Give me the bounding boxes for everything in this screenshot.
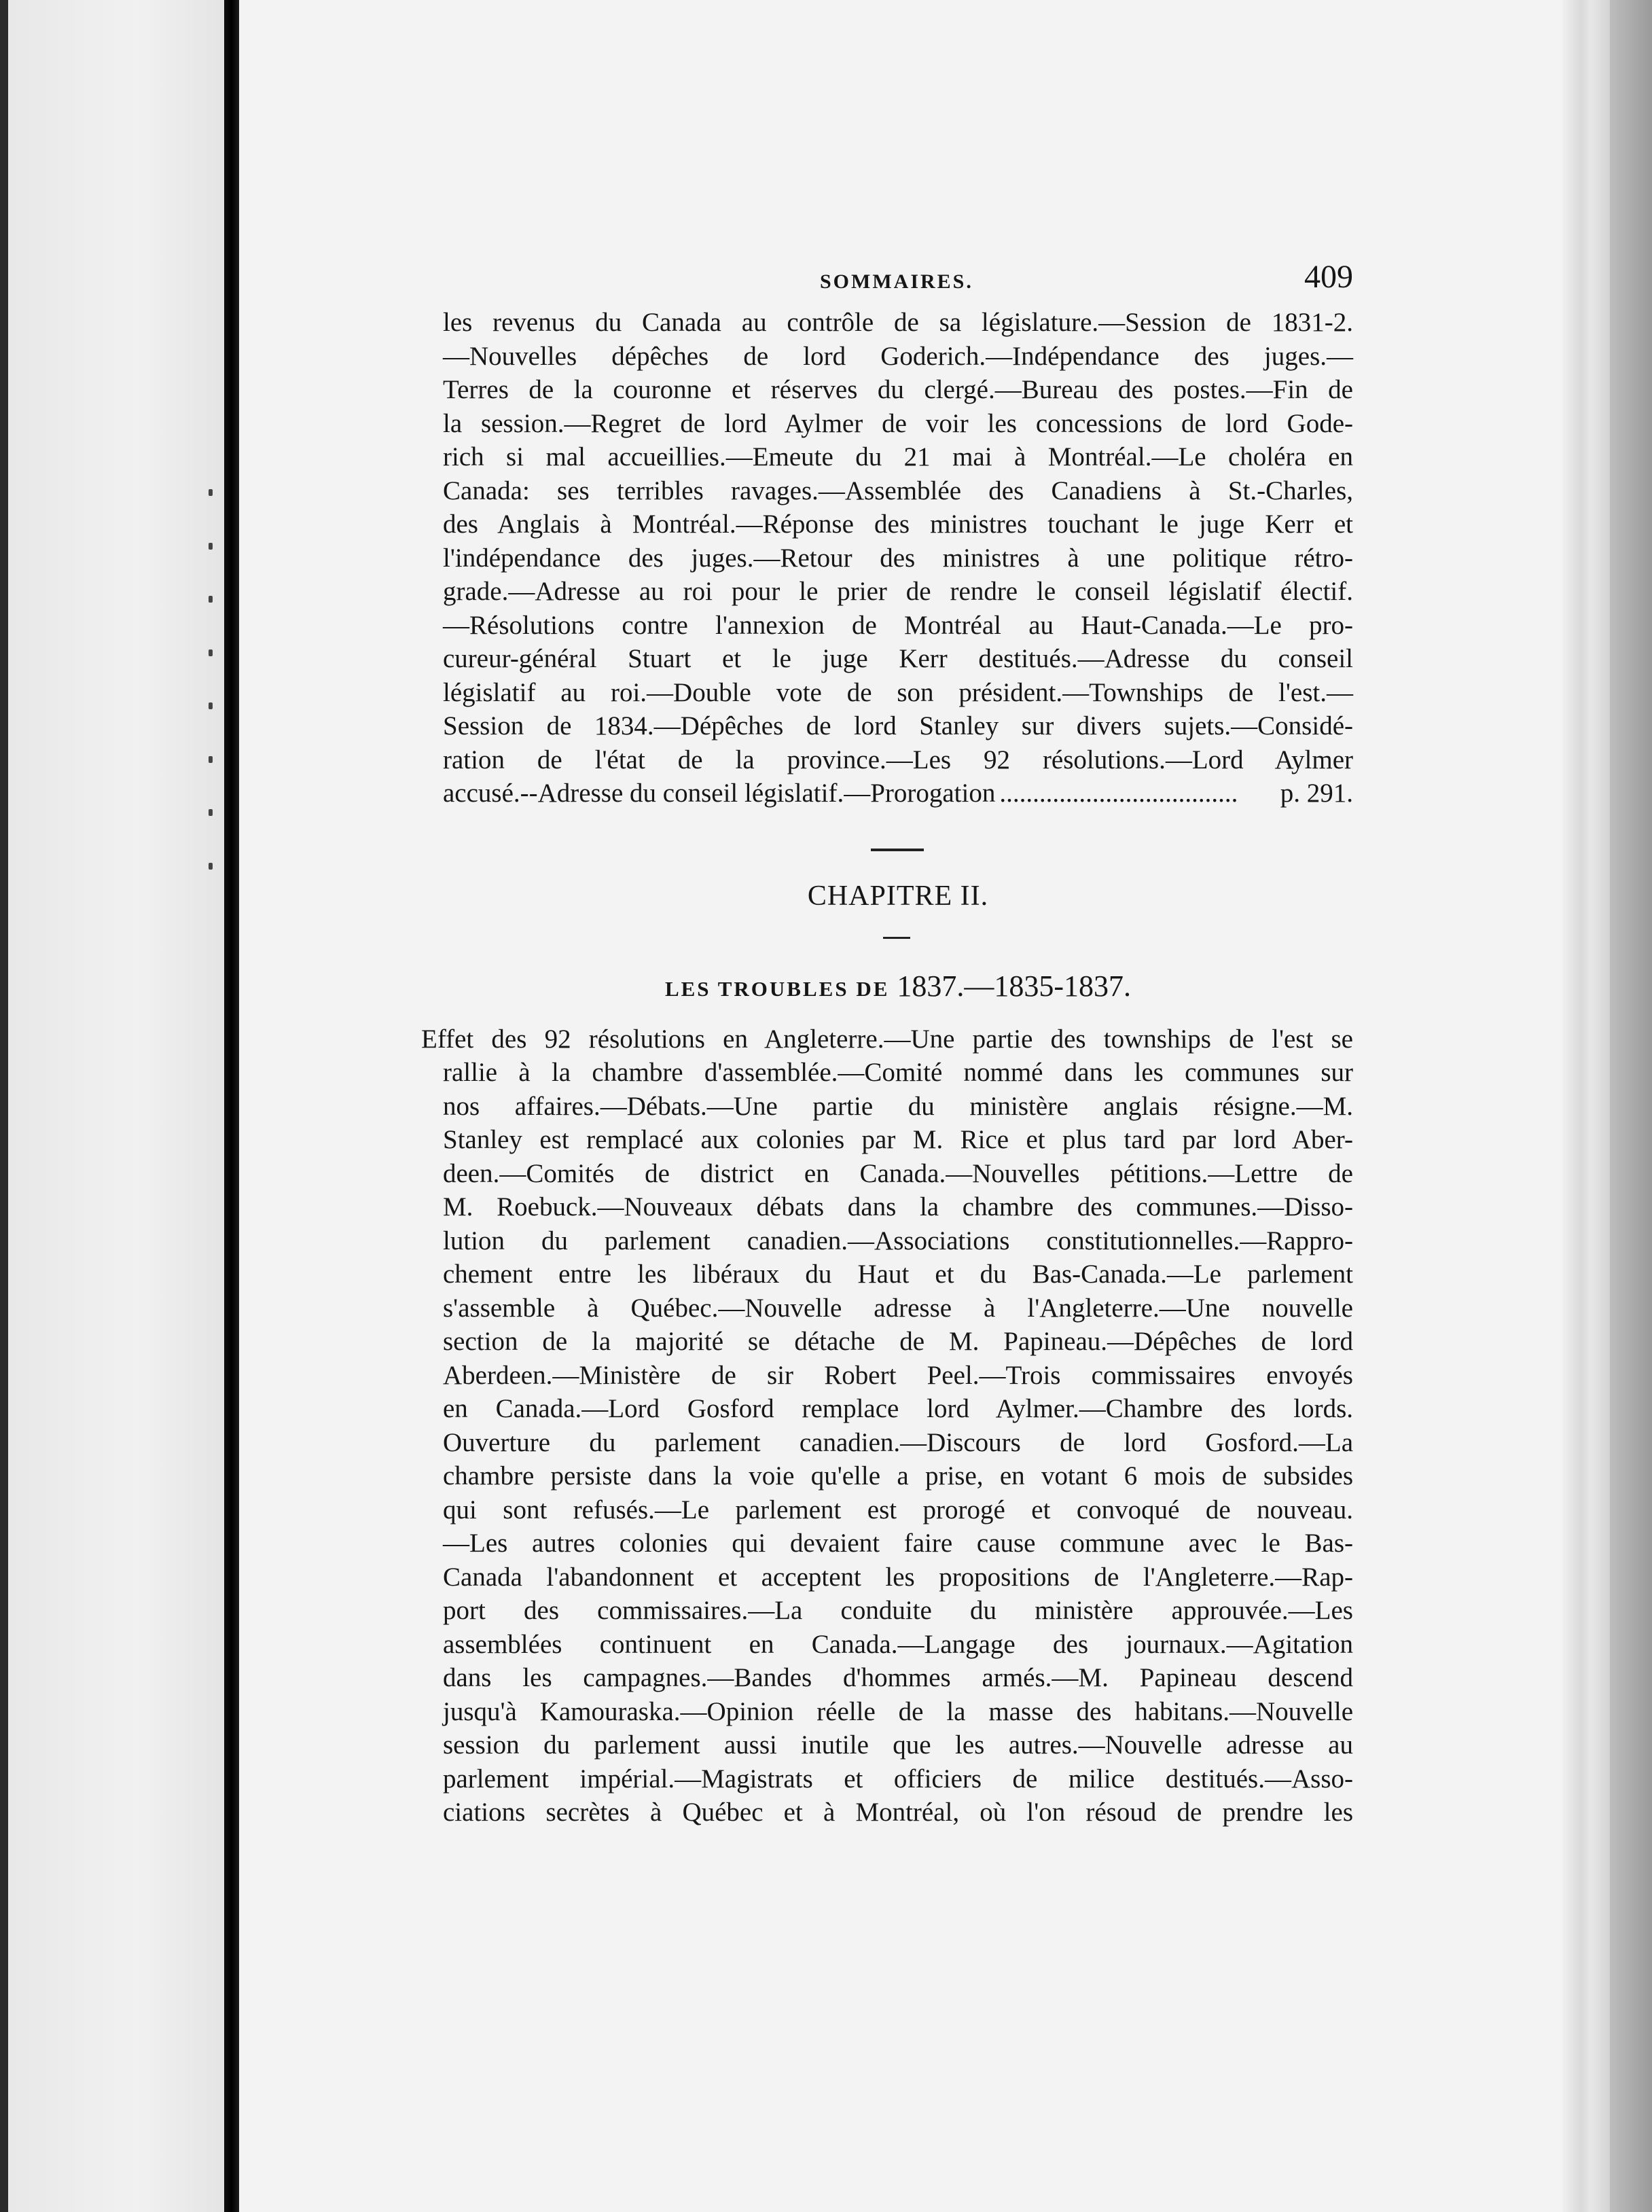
- section-title: [443, 969, 1353, 1003]
- ink-mark: [209, 863, 213, 870]
- chapter-summary-line: chement entre les libéraux du Haut et du Bas-Canada.—Le parlement: [443, 1260, 1353, 1289]
- chapter-summary-line: M. Roebuck.—Nouveaux débats dans la chambre des communes.—Disso-: [443, 1192, 1353, 1221]
- chapter-summary-line: Aberdeen.—Ministère de sir Robert Peel.—Trois commissaires envoyés: [443, 1360, 1353, 1390]
- chapter-summary-line: chambre persiste dans la voie qu'elle a prise, en votant 6 mois de subsides: [443, 1461, 1353, 1491]
- separator-rule-short: [883, 937, 910, 939]
- chapter-summary-line: section de la majorité se détache de M. Papineau.—Dépêches de lord: [443, 1327, 1353, 1356]
- page-text-block: [421, 258, 1353, 1830]
- ink-mark: [209, 756, 213, 763]
- chapter-summary-line: ciations secrètes à Québec et à Montréal, où l'on résoud de prendre les: [443, 1798, 1353, 1827]
- running-title: SOMMAIRES.: [820, 270, 973, 293]
- page-edge-shadow: [1562, 0, 1610, 2212]
- chapter-summary-line: parlement impérial.—Magistrats et officiers de milice destitués.—Asso-: [443, 1764, 1353, 1794]
- ink-mark: [209, 809, 213, 816]
- summary-line: cureur-général Stuart et le juge Kerr destitués.—Adresse du conseil: [443, 644, 1353, 673]
- chapter-summary-line: assemblées continuent en Canada.—Langage des journaux.—Agitation: [443, 1629, 1353, 1659]
- chapter-summary-line: Canada l'abandonnent et acceptent les propositions de l'Angleterre.—Rap-: [443, 1562, 1353, 1592]
- chapter-summary-line: rallie à la chambre d'assemblée.—Comité nommé dans les communes sur: [443, 1058, 1353, 1087]
- leader-dots: ....................................: [999, 779, 1238, 808]
- chapter-summary-line: Stanley est remplacé aux colonies par M. Rice et plus tard par lord Aber-: [443, 1125, 1353, 1154]
- summary-line: —Nouvelles dépêches de lord Goderich.—Indépendance des juges.—: [443, 341, 1353, 371]
- summary-line: des Anglais à Montréal.—Réponse des ministres touchant le juge Kerr et: [443, 510, 1353, 539]
- separator-rule: [871, 849, 924, 851]
- summary-last-line: [443, 777, 1353, 810]
- scan-edge-right: [1610, 0, 1652, 2212]
- section-title-dates: 1837.—1835-1837.: [897, 969, 1132, 1003]
- previous-page-marks: [204, 489, 217, 870]
- ink-mark: [209, 596, 213, 603]
- ink-mark: [209, 649, 213, 656]
- previous-chapter-summary: [443, 306, 1353, 810]
- summary-line: Canada: ses terribles ravages.—Assemblée des Canadiens à St.-Charles,: [443, 476, 1353, 505]
- ink-mark: [209, 702, 213, 709]
- chapter-summary-line: —Les autres colonies qui devaient faire cause commune avec le Bas-: [443, 1529, 1353, 1558]
- summary-line: grade.—Adresse au roi pour le prier de rendre le conseil législatif électif.: [443, 577, 1353, 606]
- scan-edge-left: [0, 0, 8, 2212]
- chapter-summary-line: s'assemble à Québec.—Nouvelle adresse à l'Angleterre.—Une nouvelle: [443, 1293, 1353, 1323]
- page-number: 409: [1304, 259, 1353, 295]
- summary-line: législatif au roi.—Double vote de son président.—Townships de l'est.—: [443, 677, 1353, 707]
- chapter-summary-line: qui sont refusés.—Le parlement est prorogé et convoqué de nouveau.: [443, 1495, 1353, 1524]
- chapter-summary-line: deen.—Comités de district en Canada.—Nouvelles pétitions.—Lettre de: [443, 1158, 1353, 1188]
- summary-last-text: accusé.--Adresse du conseil législatif.—Prorogation: [443, 779, 996, 808]
- summary-line: les revenus du Canada au contrôle de sa législature.—Session de 1831-2.: [443, 308, 1353, 337]
- chapter-summary-line: nos affaires.—Débats.—Une partie du ministère anglais résigne.—M.: [443, 1091, 1353, 1121]
- summary-line: rich si mal accueillies.—Emeute du 21 mai à Montréal.—Le choléra en: [443, 442, 1353, 471]
- chapter-summary-line: port des commissaires.—La conduite du ministère approuvée.—Les: [443, 1596, 1353, 1625]
- summary-line: ration de l'état de la province.—Les 92 résolutions.—Lord Aylmer: [443, 745, 1353, 774]
- chapter-summary-line: dans les campagnes.—Bandes d'hommes armés.—M. Papineau descend: [443, 1663, 1353, 1692]
- book-spine-gutter: [224, 0, 239, 2212]
- chapter-summary-line: lution du parlement canadien.—Associations constitutionnelles.—Rappro-: [443, 1226, 1353, 1255]
- summary-line: Terres de la couronne et réserves du clergé.—Bureau des postes.—Fin de: [443, 375, 1353, 404]
- running-head: [443, 258, 1353, 306]
- summary-line: —Résolutions contre l'annexion de Montréal au Haut-Canada.—Le pro-: [443, 610, 1353, 640]
- summary-line: la session.—Regret de lord Aylmer de voir les concessions de lord Gode-: [443, 408, 1353, 438]
- chapter-summary: [421, 1022, 1353, 1830]
- ink-mark: [209, 489, 213, 496]
- section-title-smallcaps: LES TROUBLES DE: [664, 976, 890, 1001]
- page-reference: p. 291.: [1280, 779, 1353, 808]
- chapter-summary-line: Effet des 92 résolutions en Angleterre.—Une partie des townships de l'est se: [421, 1024, 1353, 1054]
- previous-page-margin: [8, 0, 224, 2212]
- chapter-summary-line: session du parlement aussi inutile que les autres.—Nouvelle adresse au: [443, 1730, 1353, 1760]
- ink-mark: [209, 543, 213, 550]
- chapter-summary-line: jusqu'à Kamouraska.—Opinion réelle de la masse des habitans.—Nouvelle: [443, 1696, 1353, 1726]
- summary-line: l'indépendance des juges.—Retour des ministres à une politique rétro-: [443, 543, 1353, 573]
- chapter-title: CHAPITRE II.: [807, 880, 989, 912]
- chapter-summary-line: en Canada.—Lord Gosford remplace lord Aylmer.—Chambre des lords.: [443, 1394, 1353, 1423]
- summary-line: Session de 1834.—Dépêches de lord Stanley sur divers sujets.—Considé-: [443, 711, 1353, 741]
- chapter-summary-line: Ouverture du parlement canadien.—Discours de lord Gosford.—La: [443, 1427, 1353, 1457]
